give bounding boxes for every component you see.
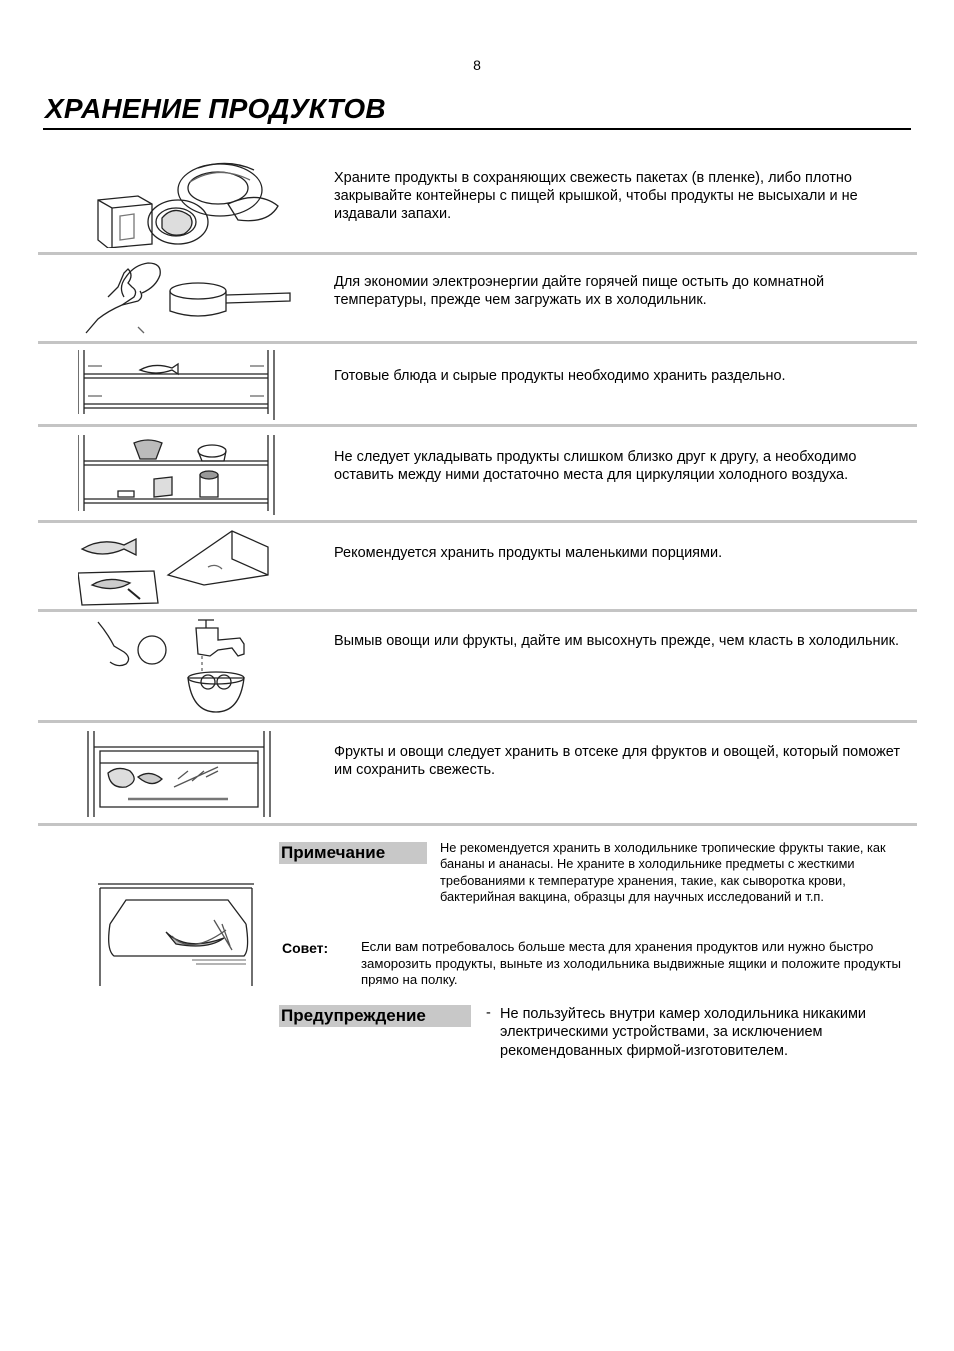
tip-row bbox=[38, 612, 917, 723]
tip-row bbox=[38, 723, 917, 826]
tip-label: Совет: bbox=[282, 940, 329, 956]
tip-row bbox=[38, 255, 917, 344]
tip-text: Не следует укладывать продукты слишком близко друг к другу, а необходимо оставить между ними достаточно места для циркуляции холодного воздуха. bbox=[334, 449, 857, 483]
tip-text: Фрукты и овощи следует хранить в отсеке для фруктов и овощей, который поможет им сохранить свежесть. bbox=[334, 744, 901, 778]
tip-row bbox=[38, 523, 917, 612]
tip-text: Вымыв овощи или фрукты, дайте им высохнуть прежде, чем класть в холодильник. bbox=[334, 633, 900, 649]
warning-dash: - bbox=[486, 1005, 491, 1021]
tip-row bbox=[38, 344, 917, 427]
tip-row bbox=[38, 158, 917, 255]
shelves-spaced-food-illustration bbox=[78, 433, 318, 517]
wrapped-food-containers-illustration bbox=[78, 160, 318, 248]
shelves-separate-food-illustration bbox=[78, 346, 318, 422]
title-rule bbox=[43, 128, 911, 130]
page-title: ХРАНЕНИЕ ПРОДУКТОВ bbox=[45, 93, 386, 124]
tip-text: Готовые блюда и сырые продукты необходимо хранить раздельно. bbox=[334, 368, 786, 384]
fish-cutting-board-foil-illustration bbox=[78, 527, 318, 607]
note-label: Примечание bbox=[279, 842, 427, 864]
tip-text: Храните продукты в сохраняющих свежесть пакетах (в пленке), либо плотно закрывайте контейнеры с пищей крышкой, чтобы продукты не высыхали и не издавали запахи. bbox=[334, 170, 858, 222]
tip-text: Если вам потребовалось больше места для хранения продуктов или нужно быстро заморозить продукты, выньте из холодильника выдвижные ящики и положите продукты прямо на полку. bbox=[361, 939, 902, 987]
page-number: 8 bbox=[473, 57, 481, 73]
storage-tips-list bbox=[38, 158, 917, 826]
hot-pan-hand-illustration bbox=[78, 257, 318, 337]
banana-shelf-illustration bbox=[96, 880, 256, 992]
tip-text: Для экономии электроэнергии дайте горячей пище остыть до комнатной температуры, прежде чем загружать их в холодильник. bbox=[334, 274, 825, 308]
tip-row bbox=[38, 427, 917, 523]
warning-label: Предупреждение bbox=[279, 1005, 471, 1027]
warning-text: Не пользуйтесь внутри камер холодильника никакими электрическими устройствами, за исключением рекомендованных фирмой-изготовителем. bbox=[500, 1006, 867, 1059]
washing-fruit-faucet-illustration bbox=[78, 616, 318, 716]
tip-text: Рекомендуется хранить продукты маленькими порциями. bbox=[334, 545, 723, 561]
vegetable-drawer-illustration bbox=[78, 727, 318, 821]
note-text: Не рекомендуется хранить в холодильнике тропические фрукты такие, как бананы и ананасы. Не храните в холодильнике предметы с жесткими требованиями к температуре хранения, такие, как сыворотка крови, бактерийная вакцина, образцы для научных исследований и т.п. bbox=[440, 840, 886, 904]
